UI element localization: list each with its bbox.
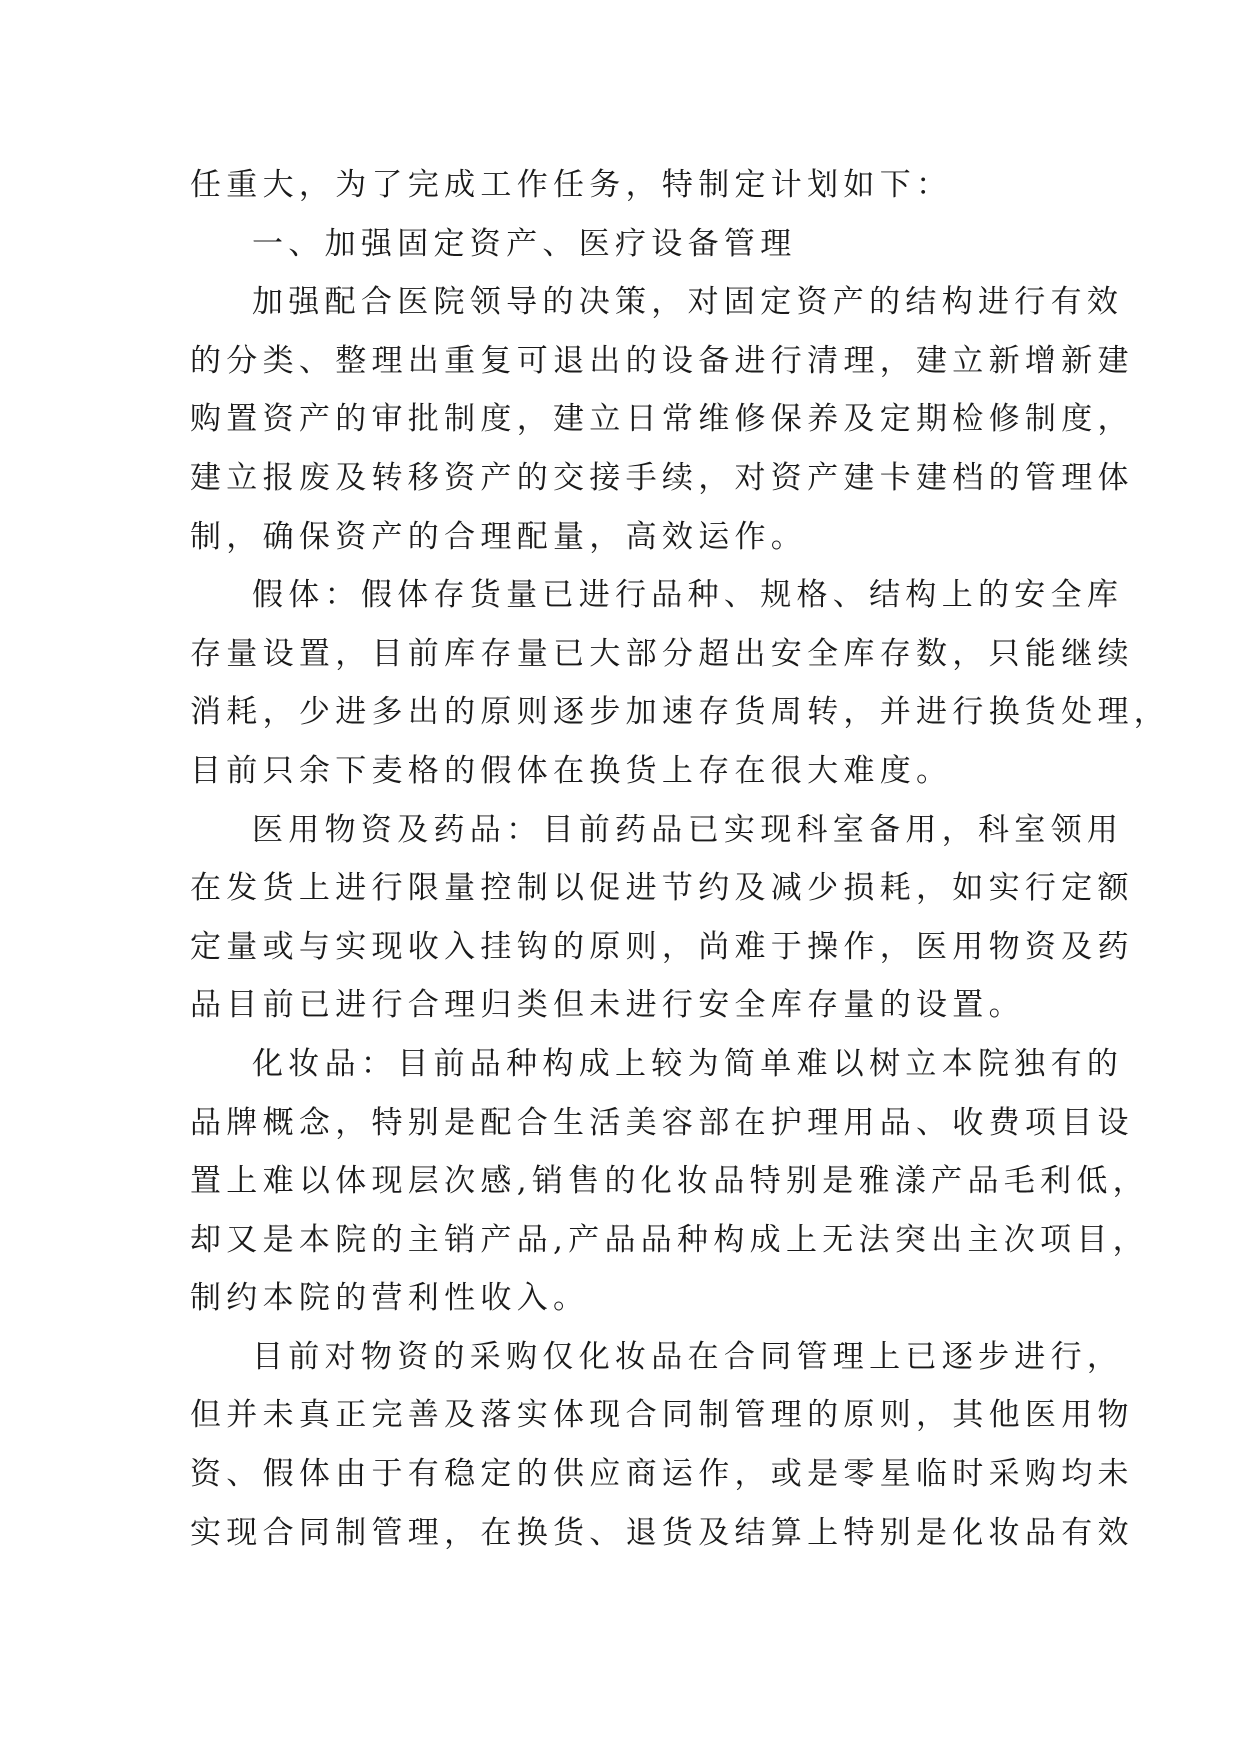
text-line: 品牌概念，特别是配合生活美容部在护理用品、收费项目设 xyxy=(190,1104,1134,1141)
text-line: 实现合同制管理，在换货、退货及结算上特别是化妆品有效 xyxy=(190,1514,1134,1551)
text-line: 定量或与实现收入挂钩的原则，尚难于操作，医用物资及药 xyxy=(190,928,1134,965)
body-text xyxy=(190,156,1171,1562)
text-line: 建立报废及转移资产的交接手续，对资产建卡建档的管理体 xyxy=(190,459,1134,496)
text-line: 任重大，为了完成工作任务，特制定计划如下： xyxy=(190,167,953,203)
text-line: 医用物资及药品：目前药品已实现科室备用，科室领用 xyxy=(252,811,1124,848)
text-line: 制，确保资产的合理配量，高效运作。 xyxy=(190,518,808,555)
text-line: 但并未真正完善及落实体现合同制管理的原则，其他医用物 xyxy=(190,1397,1134,1434)
section-heading: 一、加强固定资产、医疗设备管理 xyxy=(252,225,797,262)
text-line: 置上难以体现层次感,销售的化妆品特别是雅漾产品毛利低， xyxy=(190,1163,1149,1200)
text-line: 购置资产的审批制度，建立日常维修保养及定期检修制度， xyxy=(190,401,1134,438)
text-line: 消耗，少进多出的原则逐步加速存货周转，并进行换货处理， xyxy=(190,694,1171,731)
text-line: 的分类、整理出重复可退出的设备进行清理，建立新增新建 xyxy=(190,342,1134,379)
text-line: 目前只余下麦格的假体在换货上存在很大难度。 xyxy=(190,752,953,789)
text-line: 加强配合医院领导的决策，对固定资产的结构进行有效 xyxy=(252,284,1124,321)
text-line: 化妆品：目前品种构成上较为简单难以树立本院独有的 xyxy=(252,1045,1124,1082)
text-line: 目前对物资的采购仅化妆品在合同管理上已逐步进行， xyxy=(252,1338,1124,1375)
text-line: 存量设置，目前库存量已大部分超出安全库存数，只能继续 xyxy=(190,635,1134,672)
text-line: 资、假体由于有稳定的供应商运作，或是零星临时采购均未 xyxy=(190,1456,1134,1493)
text-line: 假体：假体存货量已进行品种、规格、结构上的安全库 xyxy=(252,577,1124,614)
text-line: 在发货上进行限量控制以促进节约及减少损耗，如实行定额 xyxy=(190,870,1134,907)
text-line: 却又是本院的主销产品,产品品种构成上无法突出主次项目， xyxy=(190,1221,1149,1258)
text-line: 制约本院的营利性收入。 xyxy=(190,1280,590,1317)
text-line: 品目前已进行合理归类但未进行安全库存量的设置。 xyxy=(190,987,1025,1024)
